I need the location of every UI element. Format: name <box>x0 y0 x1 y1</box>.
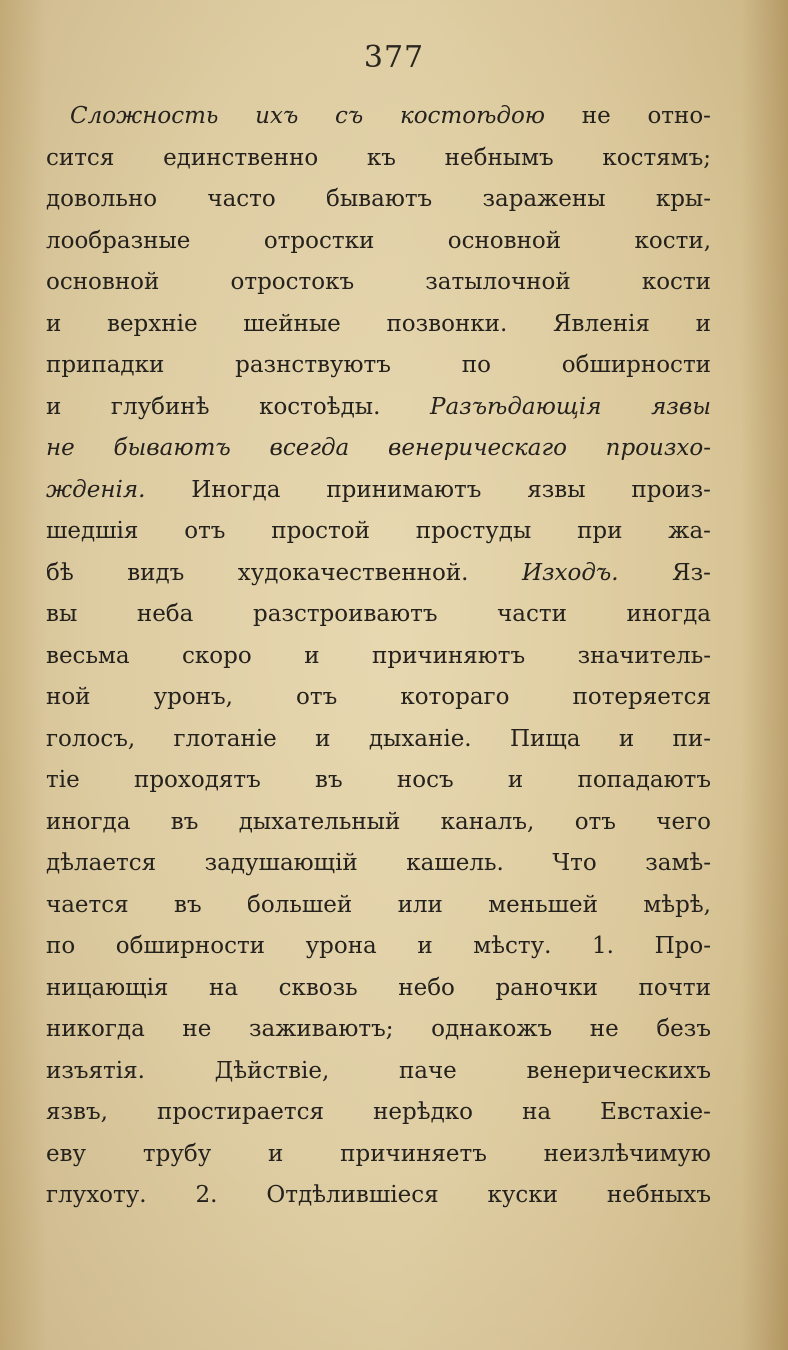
word: небо <box>398 974 455 1001</box>
word: затылочной <box>425 269 571 295</box>
word: разнствуютъ <box>235 352 391 378</box>
word: верхніе <box>107 310 198 337</box>
word: Про- <box>654 933 711 959</box>
word: дѣлается <box>46 850 157 876</box>
word: съ <box>335 103 364 129</box>
word: голосъ, <box>46 725 136 752</box>
word: Иногда <box>191 476 281 503</box>
word: по <box>46 933 76 959</box>
word: и <box>46 393 62 420</box>
word: по <box>461 352 491 378</box>
word: и <box>695 310 711 337</box>
word: тіе <box>46 767 80 793</box>
word: или <box>397 891 443 918</box>
word: венерическаго <box>387 435 567 461</box>
word: раночки <box>495 974 598 1001</box>
word: и <box>618 725 635 752</box>
word: глухоту. <box>46 1182 147 1208</box>
word: Пища <box>509 725 581 752</box>
text-line <box>46 511 711 553</box>
word: глубинѣ <box>110 393 210 420</box>
word: кости <box>641 269 711 295</box>
word: неизлѣчимую <box>543 1140 711 1167</box>
word: и <box>507 767 524 793</box>
word: венерическихъ <box>526 1057 711 1084</box>
word: иногда <box>626 601 711 627</box>
word: костямъ; <box>602 144 711 171</box>
page-number: 377 <box>363 40 425 75</box>
word: чается <box>46 891 129 918</box>
word: большей <box>247 891 353 918</box>
word: еву <box>46 1140 87 1167</box>
word: почти <box>638 974 711 1001</box>
text-line <box>46 387 711 429</box>
word: попадаютъ <box>577 767 711 793</box>
word: весьма <box>46 642 130 669</box>
word: не <box>46 435 75 461</box>
word: основной <box>447 227 562 254</box>
word: небнымъ <box>444 144 554 171</box>
word: дыхательный <box>238 808 401 835</box>
text-line <box>46 885 711 927</box>
word: чего <box>656 808 711 835</box>
word: иногда <box>46 808 131 835</box>
word: шедшія <box>46 518 139 544</box>
word: скоро <box>182 642 252 669</box>
word: простой <box>271 518 370 544</box>
word: ихъ <box>255 103 299 129</box>
word: основной <box>46 269 160 295</box>
word: меньшей <box>488 891 598 918</box>
text-line <box>46 1175 711 1217</box>
word: и <box>268 1140 284 1167</box>
word: язвъ, <box>46 1099 108 1125</box>
word: отъ <box>574 808 616 835</box>
word: неба <box>136 601 194 627</box>
text-line <box>46 470 711 512</box>
text-line <box>46 843 711 885</box>
text-line <box>46 304 711 346</box>
word: кашель. <box>406 850 504 876</box>
word: Что <box>552 850 597 876</box>
word: и <box>46 310 62 337</box>
word: Сложность <box>70 103 219 129</box>
word: проходятъ <box>133 767 261 793</box>
word: и <box>417 933 433 959</box>
word: на <box>208 974 239 1001</box>
word: небныхъ <box>606 1182 711 1208</box>
word: заражены <box>482 186 606 212</box>
word: часто <box>207 186 276 212</box>
word: не <box>182 1016 212 1042</box>
word: замѣ- <box>645 850 711 876</box>
word: Евстахіе- <box>600 1099 711 1125</box>
text-line <box>46 677 711 719</box>
text-line <box>46 96 711 138</box>
word: обширности <box>115 933 266 959</box>
word: значитель- <box>577 642 711 669</box>
word: отъ <box>296 684 338 710</box>
word: шейные <box>243 310 341 337</box>
word: въ <box>174 891 202 918</box>
text-line <box>46 760 711 802</box>
word: Яз- <box>672 559 711 586</box>
text-line <box>46 179 711 221</box>
word: обширности <box>561 352 711 378</box>
word: въ <box>315 767 343 793</box>
word: задушающій <box>204 850 358 876</box>
page-text <box>46 96 711 1217</box>
word: бѣ <box>46 559 74 586</box>
word: жа- <box>668 518 711 544</box>
word: нерѣдко <box>373 1099 473 1125</box>
word: отростокъ <box>230 269 355 295</box>
word: язвы <box>651 393 711 420</box>
word: заживаютъ; <box>248 1016 394 1042</box>
word: костоѣдою <box>399 103 546 129</box>
word: изъятія. <box>46 1057 145 1084</box>
word: не <box>581 103 611 129</box>
text-line <box>46 1009 711 1051</box>
word: всегда <box>269 435 350 461</box>
word: дыханіе. <box>368 725 472 752</box>
word: жденія. <box>46 476 146 503</box>
text-line <box>46 594 711 636</box>
text-line <box>46 345 711 387</box>
word: Явленія <box>552 310 650 337</box>
word: отъ <box>184 518 226 544</box>
word: простуды <box>415 518 532 544</box>
text-line <box>46 926 711 968</box>
word: глотаніе <box>173 725 277 752</box>
text-line <box>46 802 711 844</box>
word: никогда <box>46 1016 145 1042</box>
word: разстроиваютъ <box>252 601 438 627</box>
word: довольно <box>46 186 158 212</box>
word: мѣрѣ, <box>643 891 711 918</box>
text-line <box>46 1051 711 1093</box>
word: къ <box>366 144 396 171</box>
word: произ- <box>631 476 711 503</box>
text-line <box>46 1092 711 1134</box>
word: видъ <box>127 559 185 586</box>
word: простирается <box>157 1099 325 1125</box>
word: бываютъ <box>113 435 231 461</box>
word: единственно <box>163 144 319 171</box>
text-line <box>46 719 711 761</box>
word: бываютъ <box>326 186 433 212</box>
text-line <box>46 428 711 470</box>
word: сится <box>46 144 115 171</box>
word: язвы <box>527 476 586 503</box>
word: Разъѣдающія <box>429 393 602 420</box>
word: части <box>497 601 567 627</box>
word: вы <box>46 601 78 627</box>
text-line <box>46 553 711 595</box>
word: и <box>315 725 331 752</box>
word: трубу <box>142 1140 212 1167</box>
word: ной <box>46 684 91 710</box>
word: отростки <box>263 227 375 254</box>
word: Изходъ. <box>521 559 619 586</box>
word: 1. <box>592 933 614 959</box>
word: причиняютъ <box>372 642 526 669</box>
word: уронъ, <box>153 684 233 710</box>
word: котораго <box>400 684 510 710</box>
text-line <box>46 1134 711 1176</box>
text-line <box>46 968 711 1010</box>
text-line <box>46 138 711 180</box>
word: и <box>304 642 320 669</box>
word: носъ <box>396 767 454 793</box>
word: потеряется <box>572 684 711 710</box>
word: пи- <box>672 725 711 752</box>
word: кры- <box>655 186 711 212</box>
word: костоѣды. <box>259 393 381 420</box>
word: мѣсту. <box>473 933 552 959</box>
word: въ <box>170 808 199 835</box>
word: при <box>577 518 623 544</box>
word: сквозь <box>278 974 358 1001</box>
word: 2. <box>195 1182 218 1208</box>
text-line <box>46 262 711 304</box>
word: позвонки. <box>386 310 508 337</box>
word: куски <box>487 1182 559 1208</box>
word: урона <box>305 933 377 959</box>
word: паче <box>398 1057 457 1084</box>
word: худокачественной. <box>237 559 469 586</box>
word: принимаютъ <box>326 476 482 503</box>
word: ницающія <box>46 974 169 1001</box>
word: припадки <box>46 352 165 378</box>
word: безъ <box>656 1016 711 1042</box>
word: лообразные <box>46 227 191 254</box>
word: не <box>589 1016 619 1042</box>
word: однакожъ <box>431 1016 553 1042</box>
word: кости, <box>634 227 711 254</box>
word: Отдѣлившіеся <box>266 1182 439 1208</box>
word: Дѣйствіе, <box>214 1057 330 1084</box>
text-line <box>46 636 711 678</box>
text-line <box>46 221 711 263</box>
word: каналъ, <box>440 808 535 835</box>
word: произхо- <box>605 435 711 461</box>
word: причиняетъ <box>340 1140 487 1167</box>
word: отно- <box>647 103 711 129</box>
word: на <box>522 1099 552 1125</box>
